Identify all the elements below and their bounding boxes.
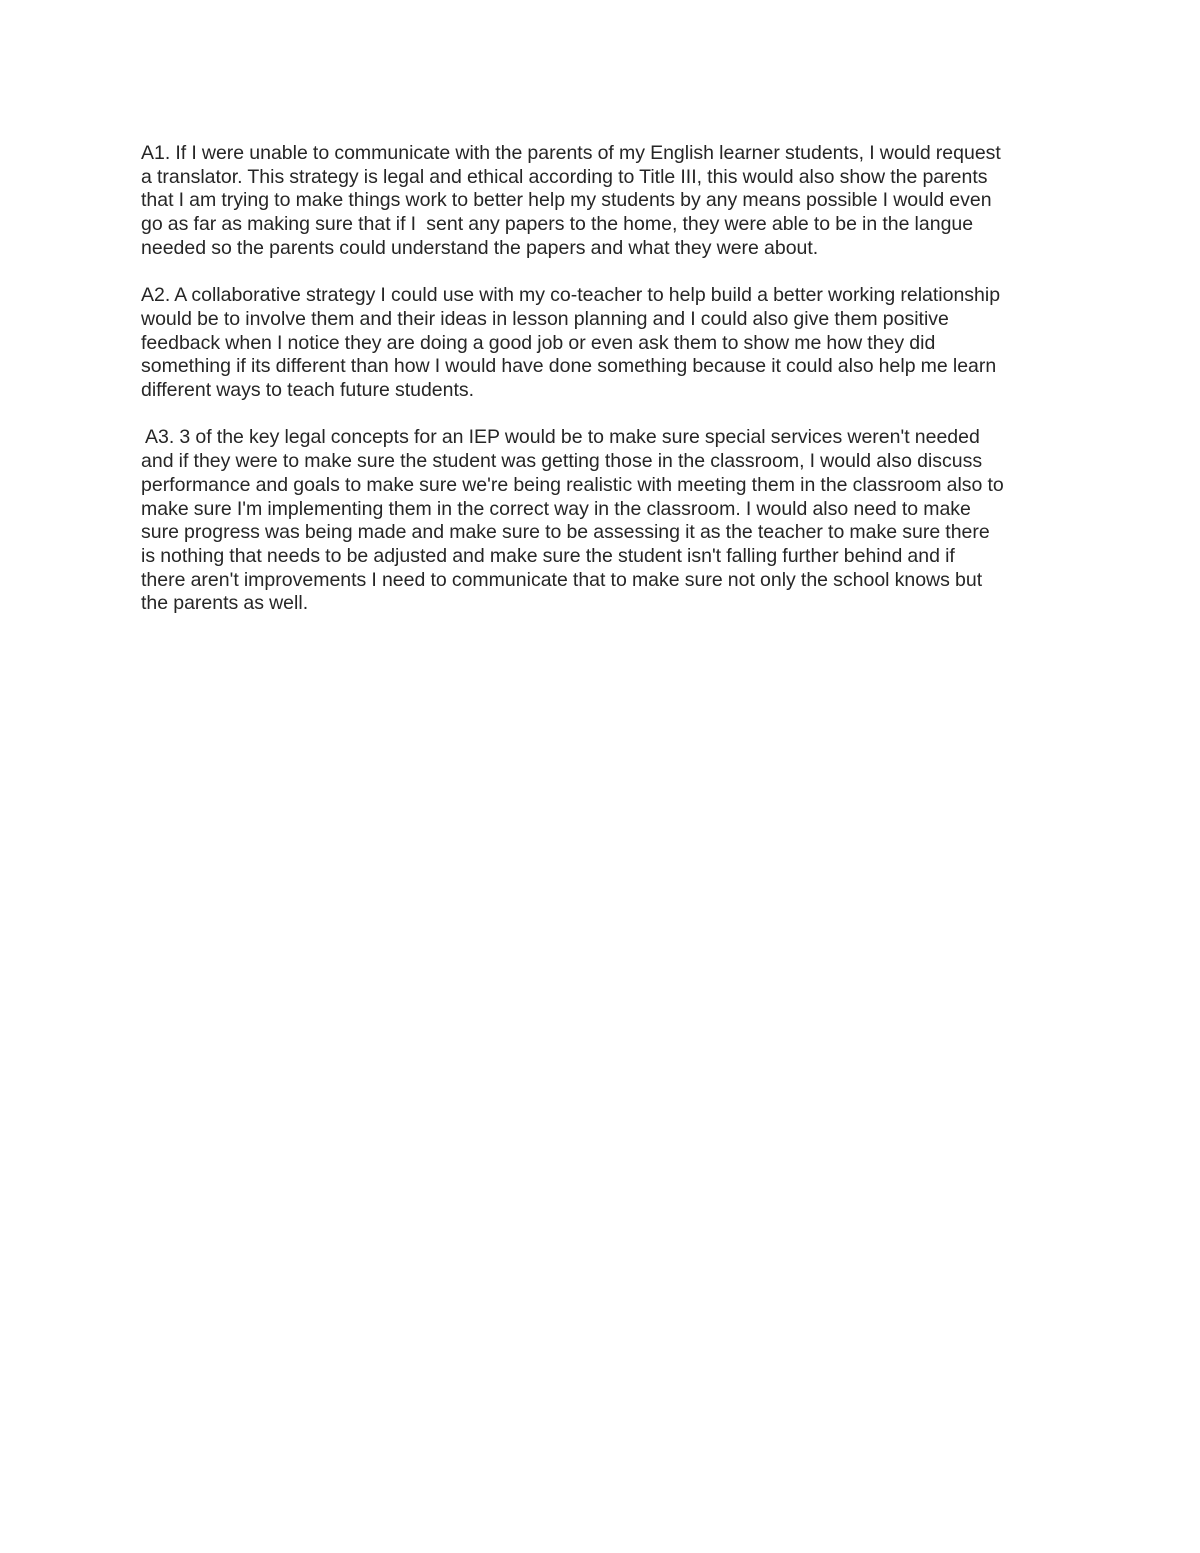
text-line: A3. 3 of the key legal concepts for an IEP would be to make sure special services weren't needed: [141, 426, 980, 449]
paragraph-a1: [141, 142, 1066, 261]
text-line: needed so the parents could understand the papers and what they were about.: [141, 236, 819, 259]
document-body: [141, 142, 1066, 640]
text-line: sure progress was being made and make sure to be assessing it as the teacher to make sure there: [141, 521, 990, 544]
text-line: and if they were to make sure the student was getting those in the classroom, I would also discuss: [141, 450, 983, 473]
paragraph-a3: [141, 426, 1066, 616]
text-line: the parents as well.: [141, 592, 309, 615]
text-line: performance and goals to make sure we're being realistic with meeting them in the classroom also to: [141, 473, 1004, 496]
text-line: A1. If I were unable to communicate with the parents of my English learner students, I would request: [141, 142, 1001, 164]
text-line: A2. A collaborative strategy I could use with my co-teacher to help build a better working relationship: [141, 284, 1001, 307]
text-line: feedback when I notice they are doing a good job or even ask them to show me how they did: [141, 331, 936, 354]
text-line: a translator. This strategy is legal and ethical according to Title III, this would also show the parents: [141, 165, 988, 188]
text-line: something if its different than how I would have done something because it could also help me learn: [141, 355, 997, 378]
text-line: go as far as making sure that if I sent any papers to the home, they were able to be in the langue: [141, 213, 974, 236]
text-line: different ways to teach future students.: [141, 379, 475, 402]
text-line: that I am trying to make things work to better help my students by any means possible I would even: [141, 189, 992, 212]
text-line: is nothing that needs to be adjusted and make sure the student isn't falling further behind and if: [141, 544, 955, 567]
text-line: make sure I'm implementing them in the correct way in the classroom. I would also need to make: [141, 497, 971, 520]
paragraph-a2: [141, 284, 1066, 403]
text-line: there aren't improvements I need to communicate that to make sure not only the school knows but: [141, 568, 983, 591]
text-line: would be to involve them and their ideas in lesson planning and I could also give them positive: [141, 307, 949, 330]
